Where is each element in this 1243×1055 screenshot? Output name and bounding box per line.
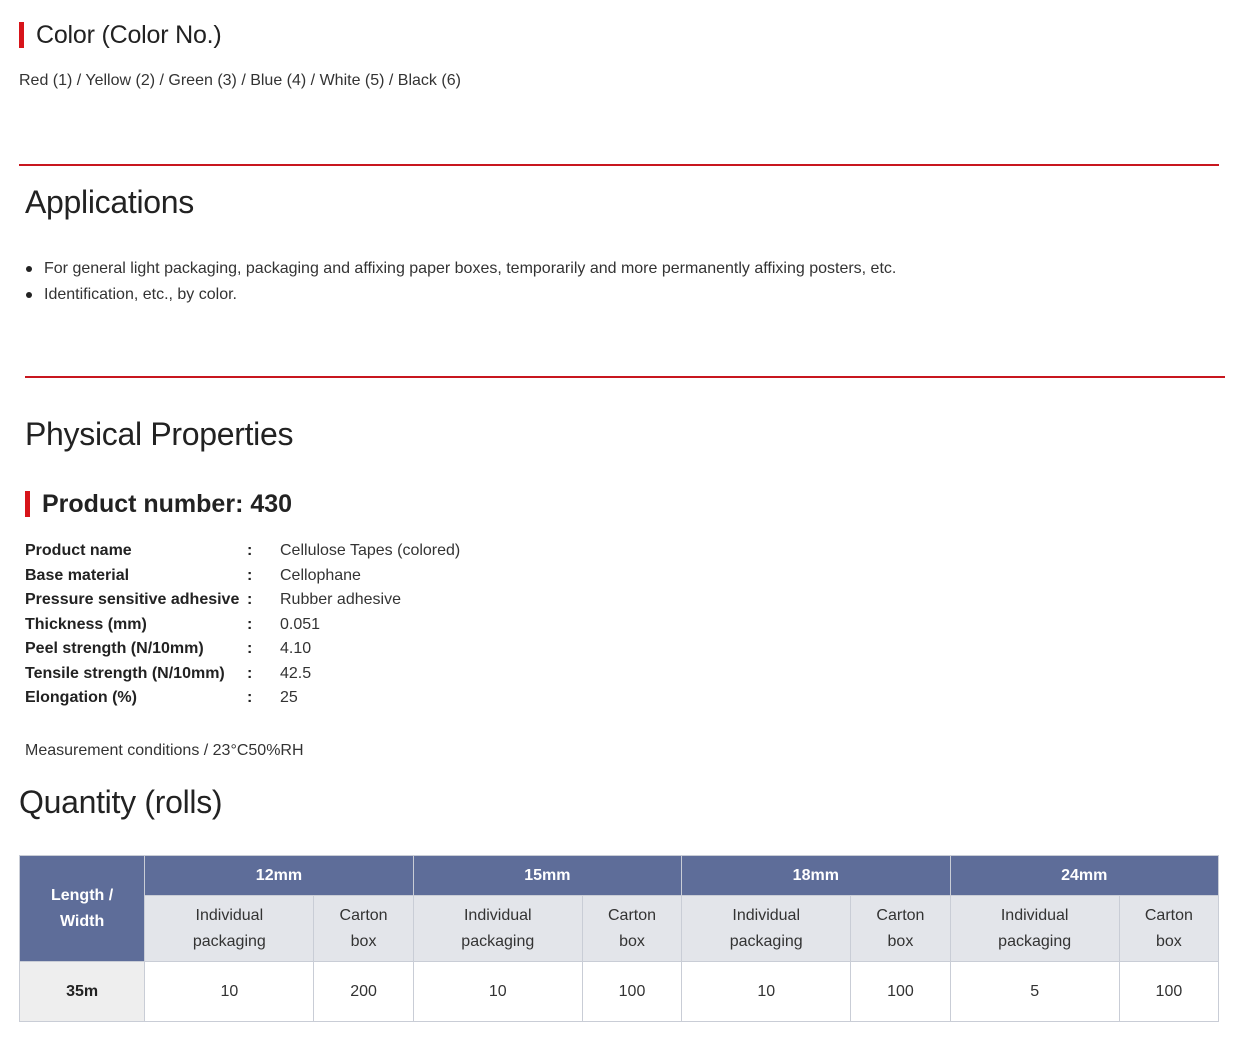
bullet-icon xyxy=(26,292,32,298)
list-item xyxy=(25,257,896,283)
carton-box-header xyxy=(314,896,413,962)
heading-accent-bar xyxy=(25,491,30,517)
table-row xyxy=(20,962,1219,1022)
width-header: 15mm xyxy=(413,856,681,896)
subheader-line-1: Individual xyxy=(195,906,264,924)
property-row xyxy=(25,686,460,711)
property-value: Rubber adhesive xyxy=(280,591,401,608)
subheader-line-2: packaging xyxy=(461,932,535,950)
width-header: 12mm xyxy=(145,856,413,896)
property-colon: : xyxy=(247,591,253,608)
property-label: Base material xyxy=(25,566,130,584)
width-header: 24mm xyxy=(950,856,1218,896)
individual-packaging-header xyxy=(413,896,582,962)
corner-line-2: Width xyxy=(59,912,105,930)
table-cell: 10 xyxy=(413,962,582,1022)
section-divider xyxy=(19,164,1219,166)
subheader-line-2: packaging xyxy=(998,932,1072,950)
table-cell: 200 xyxy=(314,962,413,1022)
physical-properties-heading: Physical Properties xyxy=(25,416,294,452)
property-label: Product name xyxy=(25,542,132,559)
table-cell: 100 xyxy=(582,962,681,1022)
table-subheader-row xyxy=(20,896,1219,962)
table-header-row xyxy=(20,856,1219,896)
carton-box-header xyxy=(582,896,681,962)
subheader-line-1: Carton xyxy=(607,906,657,924)
subheader-line-2: box xyxy=(887,932,914,950)
subheader-line-2: box xyxy=(350,932,377,950)
table-cell: 5 xyxy=(950,962,1119,1022)
color-heading-text: Color (Color No.) xyxy=(36,20,222,49)
subheader-line-2: packaging xyxy=(192,932,266,950)
color-section-heading xyxy=(19,20,222,50)
quantity-table xyxy=(19,855,1219,1022)
properties-list xyxy=(25,539,460,711)
individual-packaging-header xyxy=(145,896,314,962)
property-colon: : xyxy=(247,664,253,682)
heading-accent-bar xyxy=(19,22,24,48)
property-colon: : xyxy=(247,689,253,706)
subheader-line-1: Individual xyxy=(732,906,801,924)
subheader-line-2: box xyxy=(619,932,645,950)
subheader-line-1: Carton xyxy=(876,906,925,924)
table-cell: 10 xyxy=(145,962,314,1022)
property-value: 25 xyxy=(280,689,298,706)
subheader-line-1: Carton xyxy=(339,906,388,924)
subheader-line-2: packaging xyxy=(729,932,803,950)
bullet-icon xyxy=(26,266,32,272)
property-label: Peel strength (N/10mm) xyxy=(25,640,204,657)
property-colon: : xyxy=(247,640,253,657)
quantity-heading: Quantity (rolls) xyxy=(19,784,223,820)
color-list: Red (1) / Yellow (2) / Green (3) / Blue (4) / White (5) / Black (6) xyxy=(19,72,461,89)
property-row xyxy=(25,539,460,564)
table-cell: 10 xyxy=(682,962,851,1022)
property-colon: : xyxy=(247,542,253,559)
property-value: 42.5 xyxy=(280,664,312,682)
property-row xyxy=(25,588,460,613)
individual-packaging-header xyxy=(950,896,1119,962)
list-item-text: Identification, etc., by color. xyxy=(44,286,237,303)
property-row xyxy=(25,613,460,638)
product-number-heading xyxy=(25,489,292,519)
individual-packaging-header xyxy=(682,896,851,962)
subheader-line-1: Carton xyxy=(1144,906,1193,924)
subheader-line-2: box xyxy=(1156,932,1182,950)
property-row xyxy=(25,662,460,687)
property-value: Cellulose Tapes (colored) xyxy=(280,542,461,559)
measurement-conditions: Measurement conditions / 23°C50%RH xyxy=(25,742,304,759)
property-label: Pressure sensitive adhesive xyxy=(25,591,240,608)
list-item xyxy=(25,283,896,309)
table-cell: 100 xyxy=(851,962,950,1022)
subheader-line-1: Individual xyxy=(463,906,532,924)
length-width-header xyxy=(20,856,145,962)
width-header: 18mm xyxy=(682,856,950,896)
property-colon: : xyxy=(247,566,253,584)
property-row xyxy=(25,637,460,662)
property-value: 0.051 xyxy=(280,615,321,633)
list-item-text: For general light packaging, packaging and affixing paper boxes, temporarily and more permanently affixing posters, etc. xyxy=(44,260,897,277)
subheader-line-1: Individual xyxy=(1000,906,1069,924)
applications-heading: Applications xyxy=(25,184,194,220)
property-colon: : xyxy=(247,615,253,633)
corner-line-1: Length / xyxy=(50,886,114,904)
carton-box-header xyxy=(851,896,950,962)
product-number-text: Product number: 430 xyxy=(42,489,293,518)
property-label: Tensile strength (N/10mm) xyxy=(25,664,225,682)
property-label: Thickness (mm) xyxy=(25,615,147,633)
property-label: Elongation (%) xyxy=(25,689,137,706)
property-value: Cellophane xyxy=(280,566,361,584)
applications-list xyxy=(25,257,896,309)
carton-box-header xyxy=(1119,896,1218,962)
length-cell: 35m xyxy=(20,962,145,1022)
property-row xyxy=(25,564,460,589)
property-value: 4.10 xyxy=(280,640,312,657)
table-cell: 100 xyxy=(1119,962,1218,1022)
section-divider xyxy=(25,376,1225,378)
